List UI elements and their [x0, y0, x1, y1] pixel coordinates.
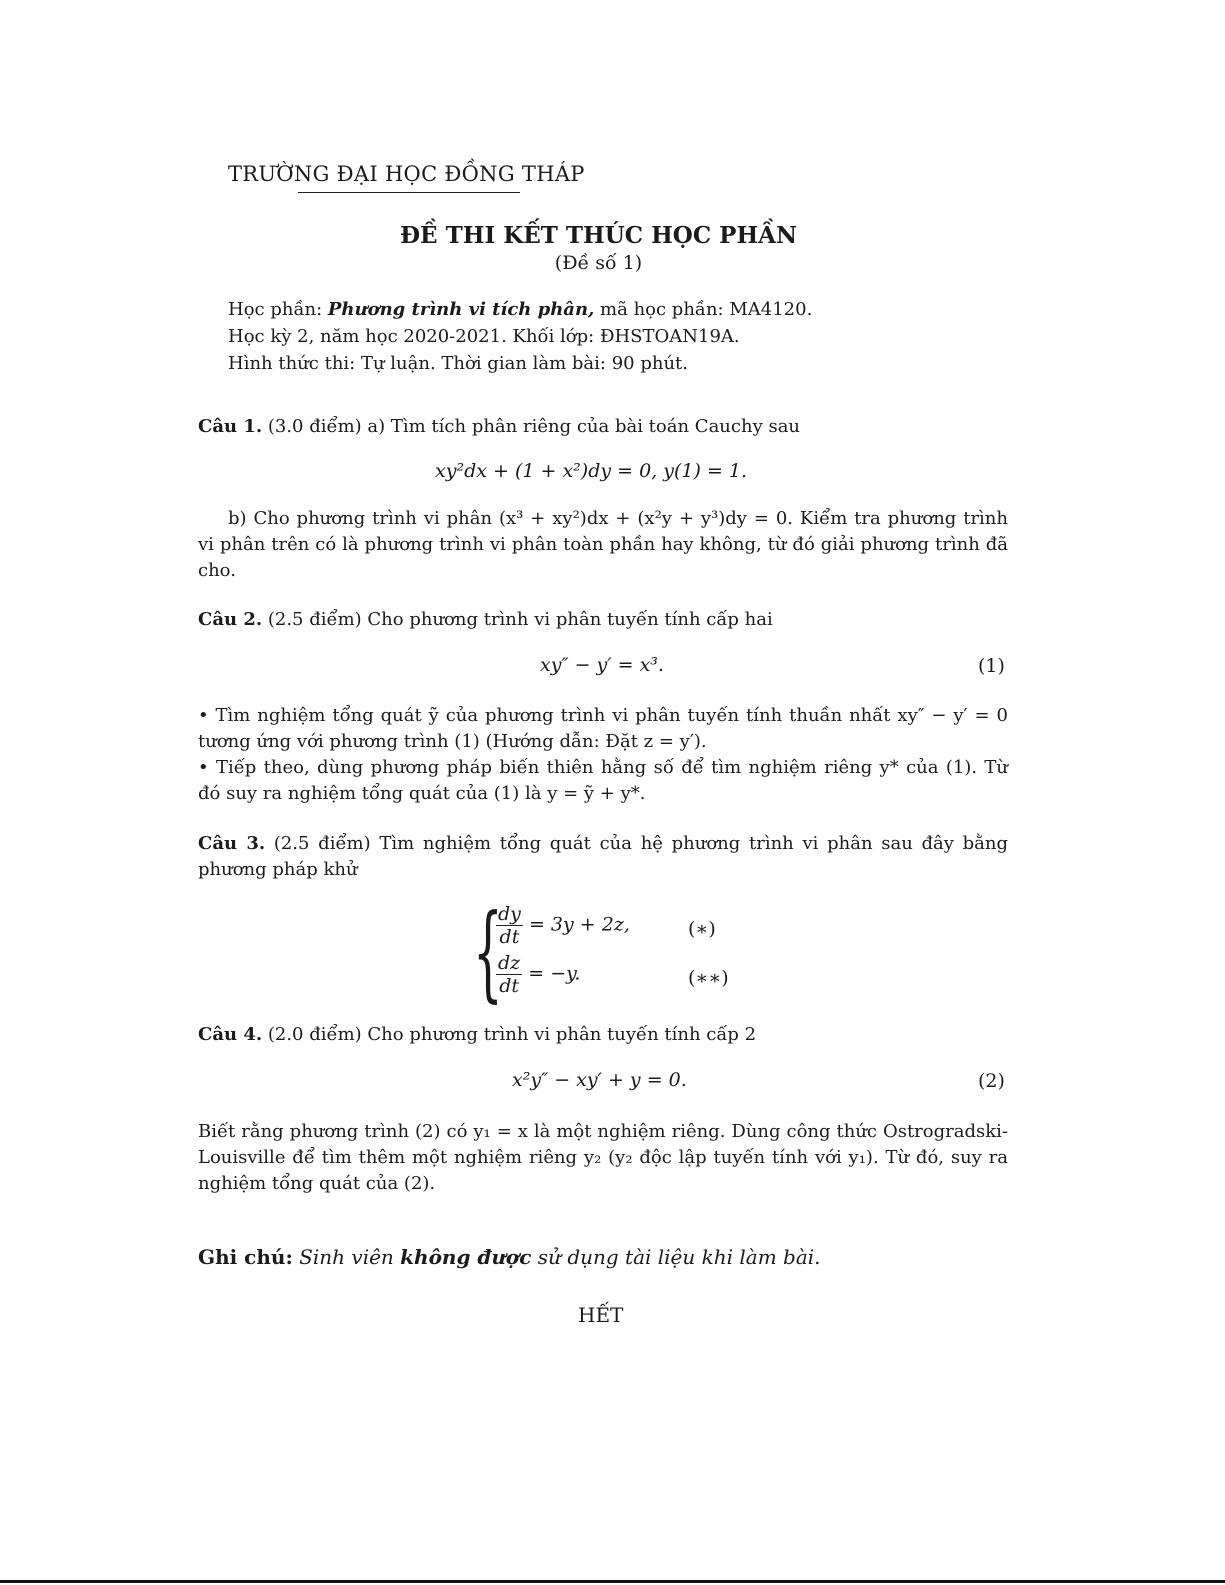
q4-equation-number: (2) [978, 1070, 1005, 1092]
school-name: TRƯỜNG ĐẠI HỌC ĐỒNG THÁP [228, 162, 585, 186]
q1-intro [198, 414, 1008, 440]
school-underline [298, 192, 520, 193]
course-prefix: Học phần: [228, 299, 328, 320]
format-line: Hình thức thi: Tự luận. Thời gian làm bài: 90 phút. [228, 353, 688, 374]
q1-label: Câu 1. [198, 416, 263, 437]
q1-equation: xy²dx + (1 + x²)dy = 0, y(1) = 1. [435, 460, 748, 482]
scan-bottom-edge [0, 1580, 1225, 1583]
q3-eq1-tag: (∗) [688, 918, 716, 940]
q2-intro [198, 607, 1008, 633]
system-brace: { [473, 891, 503, 1013]
exam-title: ĐỀ THI KẾT THÚC HỌC PHẦN [399, 222, 798, 249]
course-line [228, 299, 812, 320]
q2-label: Câu 2. [198, 609, 263, 630]
exam-subtitle: (Đề số 1) [554, 252, 643, 274]
q3-eq2-rhs: = −y. [528, 962, 581, 985]
q4-text: (2.0 điểm) Cho phương trình vi phân tuyến tính cấp 2 [262, 1024, 757, 1045]
q4-equation: x²y″ − xy′ + y = 0. [512, 1069, 687, 1091]
exam-note [198, 1245, 821, 1269]
q2-text: (2.5 điểm) Cho phương trình vi phân tuyến tính cấp hai [262, 609, 773, 630]
note-label: Ghi chú: [198, 1245, 293, 1269]
q3-eq1-rhs: = 3y + 2z, [528, 913, 630, 936]
q1-text-a: (3.0 điểm) a) Tìm tích phân riêng của bài toán Cauchy sau [262, 416, 801, 437]
note-text-2: sử dụng tài liệu khi làm bài. [531, 1245, 821, 1269]
q2-bullet-2: • Tiếp theo, dùng phương pháp biến thiên hằng số để tìm nghiệm riêng y* của (1). Từ đó suy ra nghiệm tổng quát của (1) là y = ỹ + y*. [198, 757, 1008, 804]
q3-eq1-fraction: $\frac{dy}{dt}$ [498, 903, 521, 948]
q4-label: Câu 4. [198, 1024, 263, 1045]
q3-eq2-tag: (∗∗) [688, 967, 729, 989]
q3-label: Câu 3. [198, 833, 266, 854]
q2-bullet-1: • Tìm nghiệm tổng quát ỹ của phương trình vi phân tuyến tính thuần nhất xy″ − y′ = 0 tương ứng với phương trình (1) (Hướng dẫn: Đặt z = y′). [198, 705, 1008, 752]
q3-intro [198, 831, 1008, 883]
note-text-1: Sinh viên [292, 1245, 401, 1269]
q2-equation: xy″ − y′ = x³. [540, 654, 664, 676]
q3-equation-2 [496, 952, 580, 997]
q3-equation-1 [496, 903, 630, 948]
q3-text: (2.5 điểm) Tìm nghiệm tổng quát của hệ phương trình vi phân sau đây bằng phương pháp khử [198, 833, 1009, 880]
q1-part-b: b) Cho phương trình vi phân (x³ + xy²)dx + (x²y + y³)dy = 0. Kiểm tra phương trình vi phân trên có là phương trình vi phân toàn phần hay không, từ đó giải phương trình đã cho. [198, 508, 1008, 581]
course-code: mã học phần: MA4120. [594, 299, 813, 320]
q4-body: Biết rằng phương trình (2) có y₁ = x là một nghiệm riêng. Dùng công thức Ostrogradski-Louisville để tìm thêm một nghiệm riêng y₂ (y₂ độc lập tuyến tính với y₁). Từ đó, suy ra nghiệm tổng quát của (2). [198, 1121, 1008, 1194]
end-marker: HẾT [578, 1303, 624, 1327]
q2-equation-number: (1) [978, 655, 1005, 677]
note-text-bold: không được [400, 1245, 532, 1269]
course-name: Phương trình vi tích phân, [327, 299, 595, 320]
q4-intro [198, 1022, 1008, 1048]
q3-eq2-fraction: $\frac{dz}{dt}$ [498, 952, 521, 997]
semester-line: Học kỳ 2, năm học 2020-2021. Khối lớp: ĐHSTOAN19A. [228, 326, 740, 347]
